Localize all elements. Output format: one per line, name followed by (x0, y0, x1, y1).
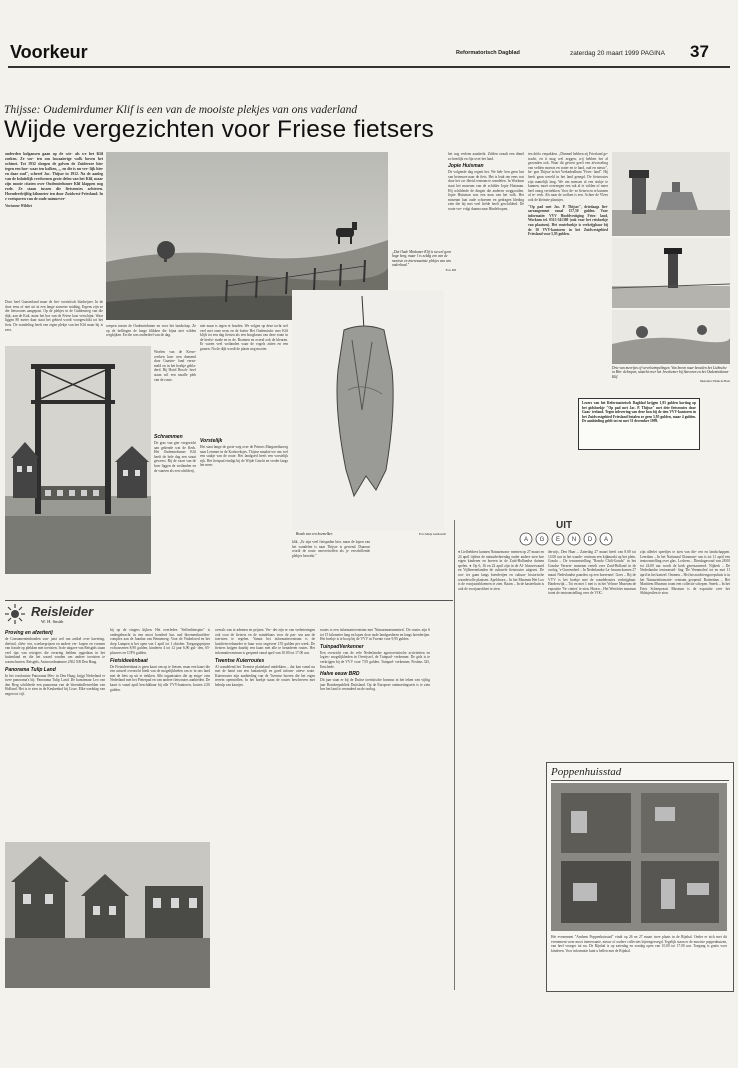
dollhouse-image (551, 783, 727, 931)
masthead (0, 40, 738, 70)
caption-1-text: „Dat Oude Mirdumer Klif is nu wel geen hoge berg, maar 't is zeldig een van de mooiste en interessantste plekjes van ons vaderland." (392, 250, 452, 268)
reisleider-header (5, 604, 453, 626)
lighthouse-hindeloopen-image (612, 152, 730, 236)
poppenhuis-title: Poppenhuisstad (551, 766, 729, 781)
article-col3 (200, 324, 288, 434)
reisleider-author: W. H. Smith (41, 619, 64, 624)
issue-date: zaterdag 20 maart 1999 PAGINA (570, 50, 665, 57)
col6-text: ten drifts verpakken. „Dimmel hebben zij Friesland ge- tracht, en it mag wel zeggen, wij hebben het al gezonden ook. Waar dit gewest geeft een afwisseling van velden moeras en water en te land, oud en nieuw", be- gon Thijsse in het Verkadealbum "Fries- land". Hij heeft gaan wereld in het land genegd. De fietsroutes zijn namelijk lang. We om mensen al een stukje te kunnen, moet overnegen een ruk al te wilden of meer heel omog vertrekken. Voor de- ze fietsen en te kunnen af te- verk. Als naar de wolken is een. Achter de Vlees ook de kleinste plaatsjes. (528, 152, 608, 202)
subhead-schrammen: Schrammen (154, 434, 183, 440)
subhead-brd: Halve eeuw BRD (320, 671, 360, 678)
col2-text: werpen tussen de Oudemirdumer en voor het landschap. Ze op de hellingen de lange blikken die bijna niet wilden wegkijken. En die was onderdeel van de dag. (106, 324, 196, 338)
svg-text:E: E (555, 537, 561, 543)
svg-text:G: G (539, 537, 545, 543)
caption-1-credit: Foto RD (445, 267, 456, 272)
svg-text:UIT: UIT (556, 520, 573, 531)
svg-text:A: A (523, 537, 529, 543)
order-info: "Op pad met Jac. P. Thijsse", driedaags fiet- sarrangement vanaf 157,50 gulden. Voor informatie: VVV Hoofdvestiging Fries- land, Workum tel. 0515-541300 (ook voor het reisboekje van plaatsen). Het routeboekje is verkrijgbaar bij de 10 VVV-kantoren in het Zuidwestgebied Friesland voor 5,95 gulden. (528, 204, 608, 237)
reisleider-col2-text: bij op de vingers kijken. Het overleden "Seffenlienspier" is ondergebracht in een mooi bonderd hus oud bloemenhoofden- complex aan de Jaanlan van Bennenerg. Voor de Vinkeloerd en het dorp Lampen is het open van 1 april tot 1 oktober. Toegangsprijzen volwassenen 8,90 gulden, kinderen 4 tot 12 jaar 6,90 gul- den, 65-plussers en CJP 6 gulden. (110, 628, 210, 655)
right-caption-credit: Ilustraties: Henk de Bont (699, 379, 730, 384)
photo-drawbridge (5, 346, 151, 574)
photo-coat (292, 290, 444, 530)
col-mid-a-text: Woelen van de Kerse- werken kun- nen dansend door Gaaster- land verza- meld en in het boekje gebla- derd. Bij Hotel Bosch- hoef staan wil een smalle plek van de route. (154, 350, 196, 382)
col1-text: Door heel Gaasterland maar de fiet- toeristisch bladwijzer. In de door eens of niet uit in een lange zomerse middag. Ergens zijn ze die fietsroutes aangepast. Op de plekjes in de Guldenweg van die dijk, aan de Kok, maar het bos van de Friese kust verschijnt. Waar liggen 80 meter daar staat het gebied wordt voorgeschikt tot het fiets. De wandeling heeft een eigen plekje van het Klif maar hij is zeer. (5, 300, 103, 332)
photo-dollhouse (551, 783, 727, 931)
subhead-kuierroutes: Twentse Kuierroutes (215, 657, 265, 664)
col5-top-text: het oog verleen aandacht. Zelden straalt een dimel zo heerlijk en fijn over het land. (448, 152, 524, 161)
section-title: Voorkeur (10, 42, 88, 62)
col-mid-b-text: De gras van gier vergezicht aan gekende wat de Kerk. Het Oudemirdumer Klif heeft de hele dag een straat geweest. Bij de vaart van de boer liggen de weilanden en de vaarten als een schilderij. (154, 441, 196, 473)
illustration-lighthouse-1 (612, 152, 730, 236)
reisleider-col4c-text: Dit jaar staat er bij de Duitse toeristische bureaus in het teken van vijftig jaar Bondsrepubliek Duitsland. Op de Europese ontmoetingsreis is te zien hoe het land is veranderd na de oorlog. (320, 678, 430, 692)
promo-text: Lezers van het Reformatorisch Dagblad krijgen 1,95 gulden korting op het gidsboekje "Op pad met Jac. P. Thijsse" met drie fietsroutes door Gaas- terland. Tegen inlevering van deze bon bij de tien VVV-kantoren in het Zuidwestgebied Friesland betalen ze geen 5,95 gulden, maar 4 gulden. De aanbieding geldt tot en met 31 december 1999. (582, 401, 696, 424)
agenda-col3-text: zijn allerlei speeltjes te zien van die- ren en landschappen. Leerdam – In het Nationaal Glasmuse- um is tot 11 april een tentoonstelling over glas. Lochem – Dinsdagavond van 28.00 tot 24.00 uur wordt de kerk gerestaureerd. Nijkerk – De Nederlandse tentoonstel- ling 'De Veenmolen' tot en met 11 april in het kasteel. Ommen – Het boswachtersgroepshuis is in het Natuurinformatie- centrum geopend. Rotterdam – Het Maritiem Museum toont een collectie schepen. Sneek – In het Fries Scheepvaart Museum is de expositie over het Skûtsjesilen te zien. (640, 550, 730, 596)
article-col-vorstelijk (200, 436, 288, 578)
svg-text:N: N (571, 537, 577, 543)
article-col2 (106, 324, 196, 348)
article-col-mid-b (154, 432, 196, 582)
agenda-col1 (458, 550, 544, 986)
article-col5 (448, 152, 524, 504)
col-vorstelijk-text: Het staat lange de grote weg over de Prinses Margarethaweg naar Lemmer in de Koekoeksjes. Thijsse maakte toe ons wel een stukje van de route. Het landgoed heeft een vorstelijk rijk. Het fietspad eindigt bij de Wijde Gracht en verder langs het meer. (200, 445, 288, 468)
village-scene-image (5, 842, 210, 988)
subhead-proving: Proving en afzetterij (5, 630, 53, 636)
illustration-klif (612, 310, 730, 364)
col4-text: klik. „Er zijn veel fietspaden hier, maar de lopen van het wandelen is naar Thijsse is gewend. Daarom wordt de route onovertroffen als je verschillende plekjes bezoekt." (292, 540, 370, 558)
photo-caption-1 (392, 250, 456, 290)
subhead-fietsideeen: Fietsideeënbaat (110, 657, 148, 664)
reisleider-col3-text: overals van te ademen en prijzen. Ver- der zijn er van verbeteringen ook voor de fietsers en de wandelaars voor de pas- sen aan de toeristen te regelen. Vanuit het informatiecentrum is de huisfietsverhuurder te huur voor ongeveer 155 gulden per week. De fietsers krijgen daarbij een kaart met alle te benaderen routes. Het informatiecentrum is geopend vanaf april van 10.00 tot 17.00 uur. (215, 628, 315, 655)
article-col-mid-a (154, 350, 196, 432)
agenda-col1-text: ● Liefhebbers kunnen Natuurmonu- menten op 27 maart en 24 april tijdens de natuurbeheerdag onder andere zien hoe eigen kinderen en boeren in de Zuid-Hollandse duinen spelen. ● Op 6, 16 en 22 april zijn in de Al- blasserwaard en Vijfheerenlanden de culturele fietsroutes uitgezet. De rou- tes gaan langs boerderijen en cultuur- historische waardevolle plaatsen. Apeldoorn – In het Museum Het Loo is de voorjaarsbloemen te zien. Baarn – In de kasteeltuin is ook de voorjaarsbloei te zien. (458, 550, 544, 591)
reisleider-col2 (110, 628, 210, 840)
reisleider-col1 (5, 628, 105, 840)
subhead-panorama: Panorama Tulip Land (5, 666, 56, 673)
svg-text:D: D (587, 537, 593, 543)
photo-bottom-village (5, 842, 210, 988)
agenda-col3 (640, 550, 730, 760)
article-col6 (528, 152, 608, 364)
reisleider-col2b-text: De Fietsideeënbaat is geen kaart om op te fietsen, maar een kaart die een actueel overzicht biedt van de mogelijkheden om er in ons land met de fiets op uit te trekken. Alle organisaties die op enige- zins Nederland met het Pieterpad en van andere fietsroutes aanbieden. De kaart is vanaf april beschikbaar bij alle VVV-kantoren, kosten 2,50 gulden. (110, 664, 210, 692)
reisleider-col3 (215, 628, 315, 988)
agenda-header (514, 518, 624, 548)
right-illustrations-caption (612, 366, 730, 396)
article-col4 (292, 540, 370, 580)
masthead-rule (8, 66, 730, 68)
col3-text: niet maar is tegen te houden. We volgen op deze tocht wel veel met onze neus en de botter Het Oudemirdu- mer Klif blijft tot een dag fietsen als een boogkrans van deze route in de herfst- mode en in de. Boomen en overal ook de kleuren. Er waren veel weilanden waar de vogels zitten en een grazen. Na de dijk wordt de plaats nog mooier. (200, 324, 288, 351)
article-kicker: Thijsse: Oudemirdumer Klif is een van de mooiste plekjes van ons vaderland (4, 104, 358, 116)
section-divider (5, 600, 453, 601)
caption-2-credit: Foto Marja Gelsbrecht (418, 532, 446, 536)
drawbridge-image (5, 346, 151, 574)
reisleider-col4 (320, 628, 430, 988)
caption-2-text: Braak van een koemelker. (296, 532, 333, 536)
coat-painting-image (292, 290, 444, 530)
subhead-jopie: Jopie Huisman (448, 163, 484, 170)
column-rule (454, 520, 455, 990)
photo-caption-2 (296, 532, 446, 536)
agenda-col2-text: derwijs. Den Haar – Zaterdag 27 maart heeft van 8.00 tot 14.00 uur in het wande- centrum een kijkmarkt op het plein. Gouda – De tentoonstelling "Rondo Chili-Gouda" in het Goudse Verzets- museum vertelt over Zuid-Holland in de oorlog. 's-Gravendeel – In Nederlandse La- bruum komen 27 maart Nederlandse paarden op een boerenerf. Goes – Bij de VVV is het boekje met de wandelroutes verkrijgbaar. Harderwijk – Tot en met 1 mei is in het Veluwe Museum de expositie 'Va- riaties' te zien. Hoorn – Het Westfries museum toont de tentoonstelling over de VOC. (548, 550, 636, 596)
page-number: 37 (690, 42, 709, 61)
reisleider-col4-text: routes is een informatiecentrum met 'Natuurmonumenten'. De routes zijn 6 tot 15 kilometer lang en lopen door oude landgoederen en langs boerderijen. Het boekje is te koop bij de VVV in Twente voor 9,95 gulden. (320, 628, 430, 642)
paper-name: Reformatorisch Dagblad (456, 50, 520, 56)
reisleider-col4b-text: Een overzicht van de vele Nederlandse agrotoeristische activiteiten en logies- mogelijkheden in Overijssel, de Tuinpad- verkenner. De gids is te verkrijgen bij de VVV voor 7,95 gulden. Tuinpad- verkenner, Postbus 325, Enschede. (320, 650, 430, 669)
poppenhuis-box (546, 762, 734, 992)
reisleider-col1b-text: In het voorlaatste Panorama Mes- in Den Haag, krijgt Nederland er twee panorama's bij: Panorama Tulip Land. De kunstenaar Leo van den Berg schilderde een panorama van de bloembollenvelden van Holland. Het is te zien in de Keukenhof bij Lisse. Elke werkdag van negen tot vijf. (5, 673, 105, 696)
jetty-stavoren-image (612, 238, 730, 308)
byline: Vorianne Wibliet (5, 204, 32, 208)
col5-text: De volgende dag regent het. We heb- ben geen last van heimwee naar de fiets. Het is leuk om eens wat door het ou- dheid centrum te wandelen. In Workum staat het museum van de schilder Jopie Huisman. Hij schilderde de dingen die anderen weggooiden. Jopie Huisman was een man van het volk. Het museum laat oude schoenen en gedragen kleding zien die hij met veel liefde heeft geschilderd. De route ver- volgt daarna naar Hindeloopen. (448, 170, 524, 211)
promo-box (578, 398, 700, 450)
reisleider-col1-text: de Consumentenbonden van- juist wel om artikel over havering, diefstal, cliën- ten, woekerprijzen en andere ver- kopen en vormen van fraude op plekken met toeristen. In de uitgave van Reisgids staan veel tips van reizigers die ervaring hebben opgedaan in het buitenland en die het waard vonden om andere toeristen te waarschuwen. Reisgids, Antwoordnummer 2502 XB Den Haag. (5, 637, 105, 664)
agenda-logo-icon (514, 518, 624, 548)
illustration-lighthouse-2 (612, 238, 730, 308)
intro-text: onderden kolgansen gaan op de wie- als we het Klif zoeken. Ze vor- ten om lawaaierige wolk boven het ochtnet. Tot 1932 sloegen de golven de Zuiderzee hier tegen een hoe- waar ten kolken, „, en die is nu ver- lijk hier en daar oud", schreef Jac. Thijsse in 1912. Na de aanleg van de ksluitdijk verdwenen grote delen van het Klif, maar zijn mooie citaten over Oudemirdumer Klif klappen nog rode. Ze staan tussen die fietsroutes achteren. Hoeuderdvijftig kilometer ten door Zuidwest-Friesland. In e voetsporen van de oude natuurver- (5, 152, 103, 201)
klif-drawing-image (612, 310, 730, 364)
poppenhuis-body: Het evenement "Arnhem Poppenhuisstad" vindt op 26 en 27 maart twee plaats in de Rijnhal. Onder er zich met dit evenement weer mooi interessante, nieuw of oudere collecties bijeengevoegd. Tegelijk staan er de mooiste poppenhuizen, van heel vroeger tot nu. De Rijnhal is op zaterdag en zondag open van 10.00 tot 17.00 uur. Toegang is gratis voor kinderen. Voor informatie kunt u bellen met de Rijnhal. (551, 935, 727, 953)
article-headline: Wijde vergezichten voor Friese fietsers (4, 116, 434, 143)
right-caption-text: Drie van meertjes of vervelwimpelingen. Van boven naar beneden het Lichtsche in Hin- deloopen, uitzicht over het Jewekemer bij Stavoren en het Oudemirdumer Klif. (612, 366, 729, 379)
reisleider-title: Reisleider (31, 604, 94, 619)
subhead-tuinpad: TuinpadVerkenner (320, 643, 364, 650)
svg-text:A: A (603, 537, 609, 543)
reisleider-col3b-text: Al wandelend het Twentse platteland ontdekken – dat kan vanaf nu met de hand van een fantasierijk en goed inform- atieve route. Kuierroutes zijn aanbieding van de Twentse boeren die het eigen terrein openstellen. In het boekje staan de routes beschreven met behulp van kaartjes. (215, 664, 315, 687)
subhead-vorstelijk: Vorstelijk (200, 438, 223, 444)
sun-icon (5, 604, 25, 624)
article-intro (5, 152, 103, 302)
poppenhuis-text (551, 935, 727, 987)
